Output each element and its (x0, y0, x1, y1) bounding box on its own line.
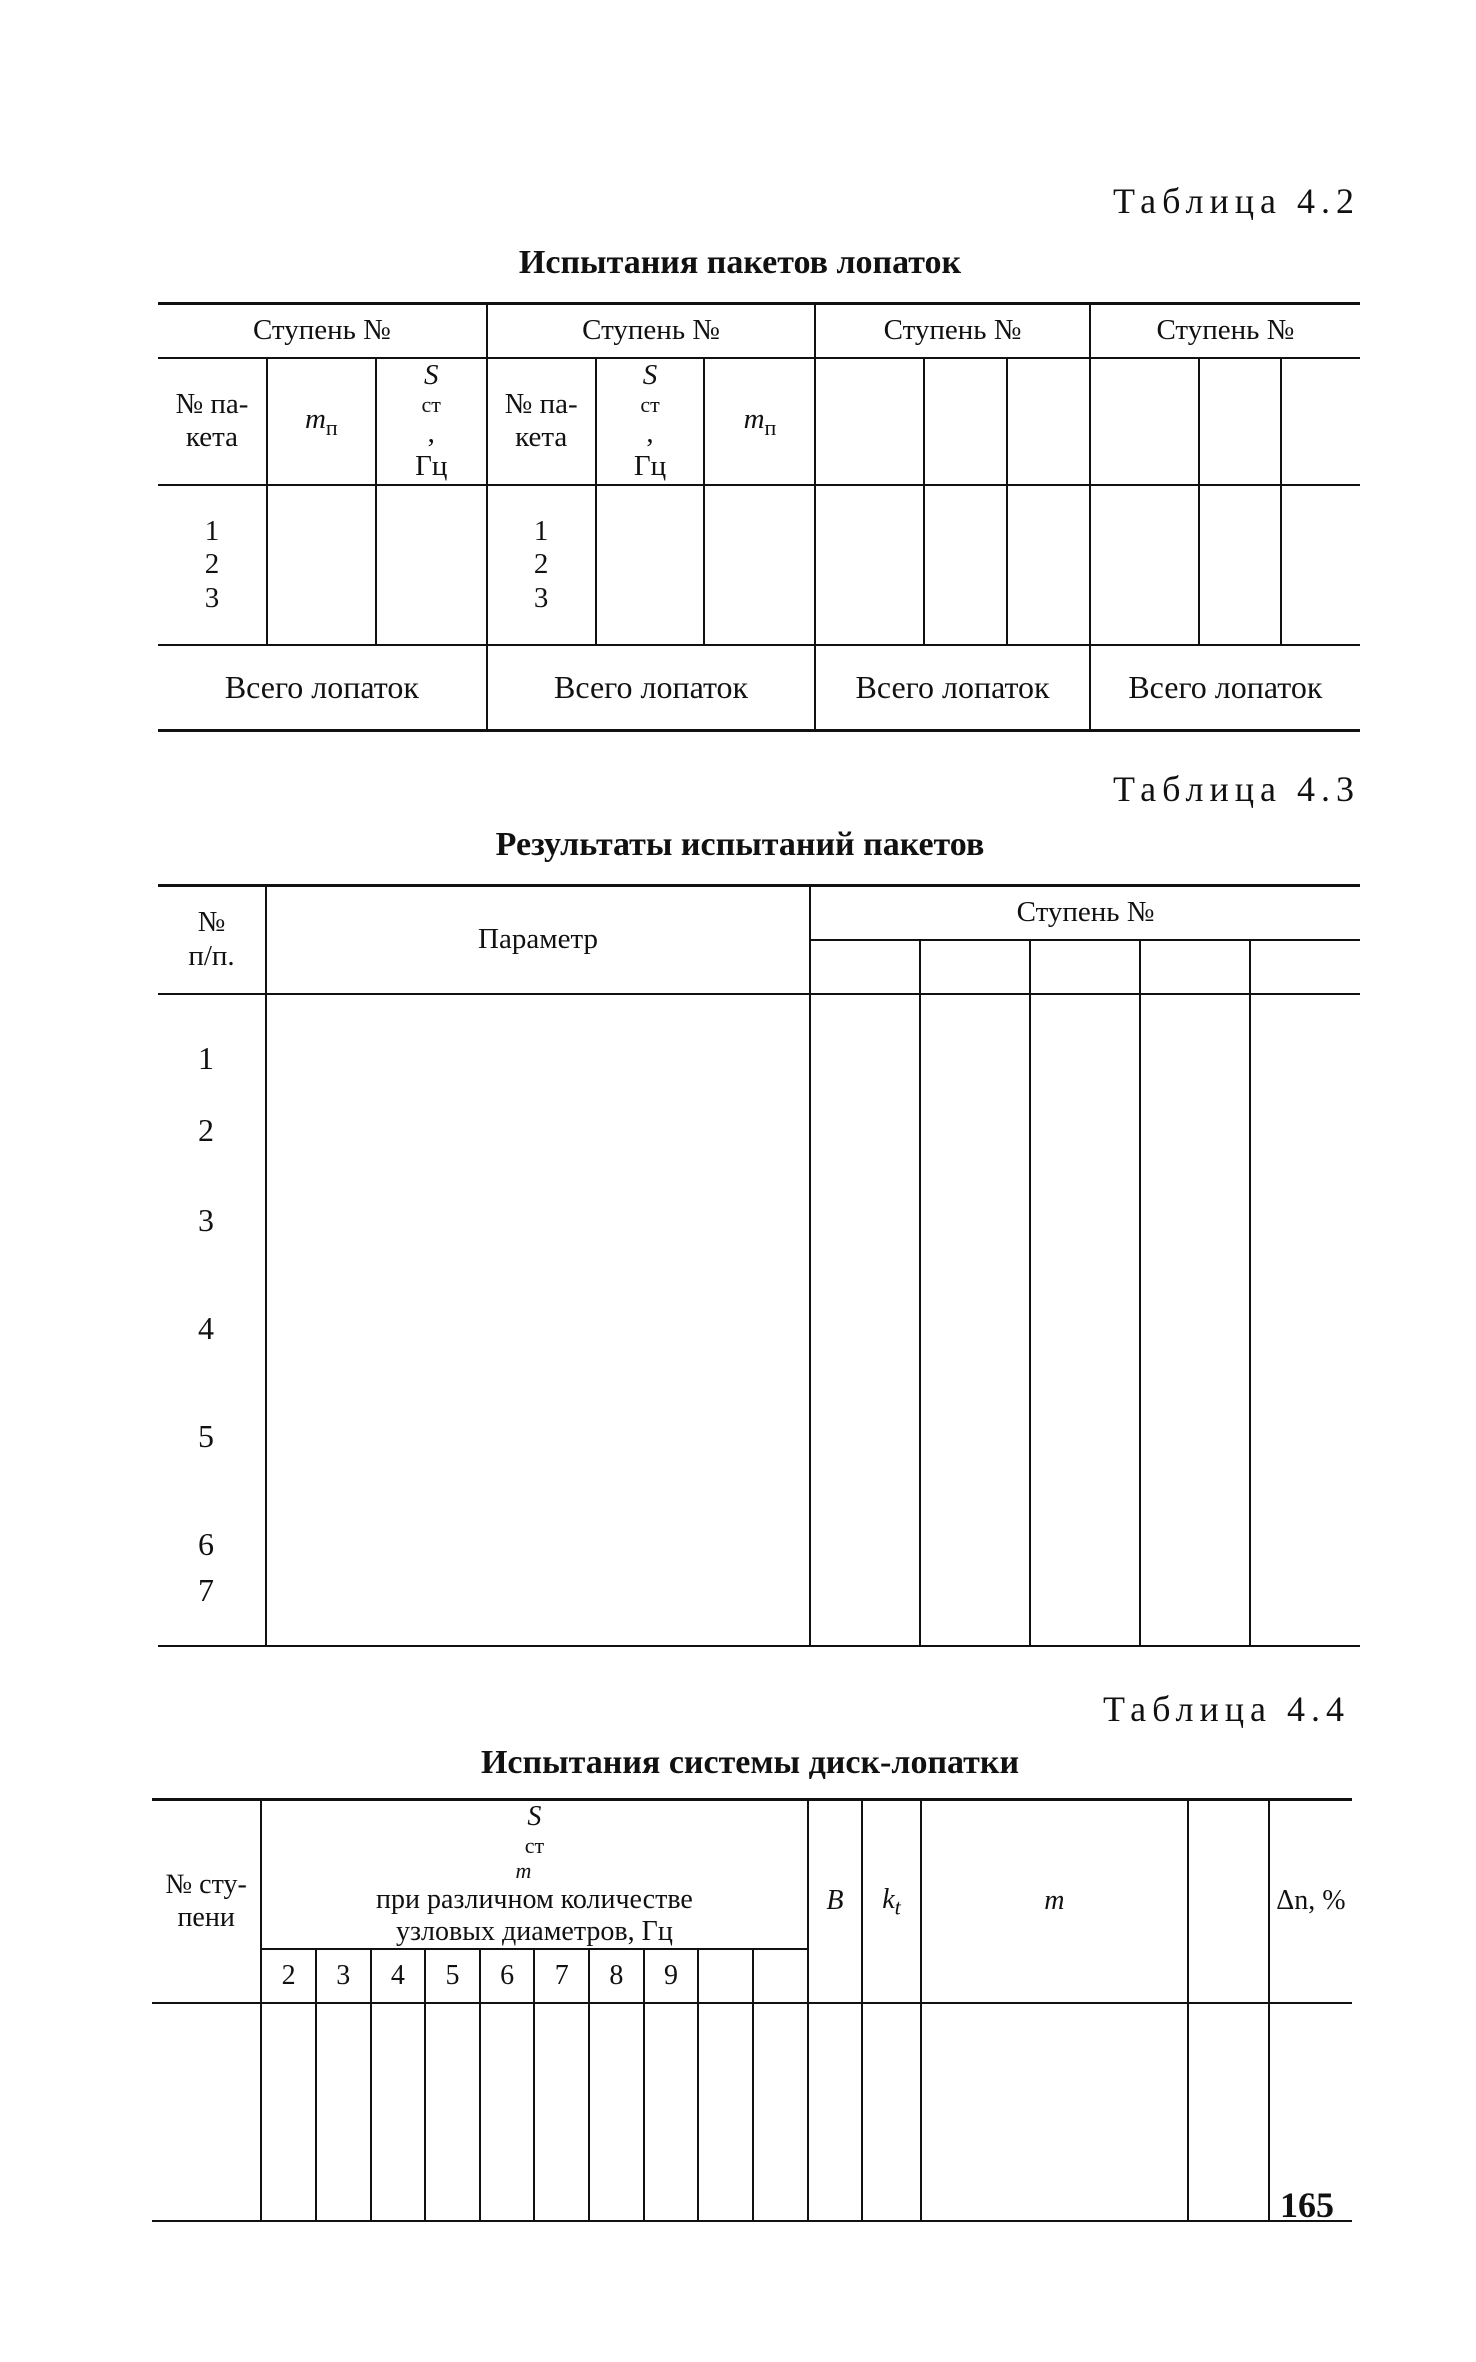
t3-row-7: 7 (198, 1572, 214, 1608)
total-blades-3: Всего лопаток (815, 645, 1089, 731)
diameter-8: 8 (589, 1949, 644, 2003)
empty-cell (815, 485, 924, 645)
t3-row-3: 3 (198, 1202, 214, 1238)
t3-row-2: 2 (198, 1112, 214, 1148)
parameter-col (266, 994, 810, 1646)
body-cell (753, 2003, 808, 2221)
diameter-5: 5 (425, 1949, 480, 2003)
table-4-3-title: Результаты испытаний пакетов (495, 826, 985, 863)
value-col (1140, 994, 1250, 1646)
total-blades-4: Всего лопаток (1090, 645, 1360, 731)
empty-cell (1090, 358, 1199, 485)
table-4-3-caption: Таблица 4.3 (1113, 769, 1360, 809)
diameter-7: 7 (534, 1949, 589, 2003)
body-cell (808, 2003, 863, 2221)
value-col (1030, 994, 1140, 1646)
empty-cell (924, 358, 1007, 485)
body-cell (480, 2003, 535, 2221)
s-frequencies-header: S ст m при различном количестве узловых диаметров, Гц (261, 1800, 807, 1950)
packet-numbers-1: 1 2 3 (158, 485, 267, 645)
empty-cell (376, 485, 487, 645)
total-blades-2: Всего лопаток (487, 645, 816, 731)
col-parameter: Параметр (266, 886, 810, 994)
empty-cell (1199, 358, 1282, 485)
diameter-4: 4 (371, 1949, 426, 2003)
table-4-2-title: Испытания пакетов лопаток (518, 244, 962, 281)
stage-header: Ступень № (810, 886, 1360, 940)
t3-row-4: 4 (198, 1310, 214, 1346)
stage-header-4: Ступень № (1090, 304, 1360, 358)
diameter-blank (698, 1949, 753, 2003)
diameter-2: 2 (261, 1949, 316, 2003)
col-m: m (921, 1800, 1188, 2004)
diameter-9: 9 (644, 1949, 699, 2003)
body-cell (316, 2003, 371, 2221)
body-cell (698, 2003, 753, 2221)
empty-cell (1281, 358, 1360, 485)
body-cell (644, 2003, 699, 2221)
col-s-1: S ст , Гц (376, 358, 487, 485)
stage-subcol (1030, 940, 1140, 994)
body-cell (1188, 2003, 1269, 2221)
diameter-3: 3 (316, 1949, 371, 2003)
body-cell (152, 2003, 261, 2221)
t3-row-5: 5 (198, 1418, 214, 1454)
empty-cell (815, 358, 924, 485)
col-stage: № сту- пени (152, 1800, 261, 2004)
table-4-3 (158, 884, 1360, 1647)
body-cell (534, 2003, 589, 2221)
col-s-2: S ст , Гц (596, 358, 705, 485)
stage-subcol (1140, 940, 1250, 994)
body-cell (371, 2003, 426, 2221)
diameter-6: 6 (480, 1949, 535, 2003)
stage-subcol (810, 940, 920, 994)
stage-header-2: Ступень № (487, 304, 816, 358)
stage-subcol (1250, 940, 1360, 994)
total-blades-1: Всего лопаток (158, 645, 487, 731)
page-number: 165 (1280, 2185, 1334, 2225)
table-4-2-caption: Таблица 4.2 (1113, 181, 1360, 221)
table-4-2 (158, 302, 1360, 732)
value-col (1250, 994, 1360, 1646)
body-cell (921, 2003, 1188, 2221)
empty-cell (1199, 485, 1282, 645)
packet-numbers-2: 1 2 3 (487, 485, 596, 645)
t3-row-6: 6 (198, 1526, 214, 1562)
value-col (810, 994, 920, 1646)
stage-header-1: Ступень № (158, 304, 487, 358)
col-b: B (808, 1800, 863, 2004)
col-number: № п/п. (158, 886, 266, 994)
empty-cell (596, 485, 705, 645)
empty-cell (1007, 358, 1090, 485)
col-m-2: $m_п$ (704, 358, 815, 485)
empty-cell (267, 485, 376, 645)
empty-col (1188, 1800, 1269, 2004)
empty-cell (1281, 485, 1360, 645)
body-cell (862, 2003, 921, 2221)
body-cell (589, 2003, 644, 2221)
diameter-blank (753, 1949, 808, 2003)
value-col (920, 994, 1030, 1646)
empty-cell (924, 485, 1007, 645)
table-4-4-caption: Таблица 4.4 (1103, 1689, 1350, 1729)
stage-subcol (920, 940, 1030, 994)
col-k: $k_t$ (862, 1800, 921, 2004)
stage-header-3: Ступень № (815, 304, 1089, 358)
table-4-4-title: Испытания системы диск-лопатки (480, 1744, 1020, 1781)
t3-row-1: 1 (198, 1040, 214, 1076)
col-packet-1: № па- кета (158, 358, 267, 485)
body-cell (261, 2003, 316, 2221)
table-4-4 (152, 1798, 1352, 2222)
body-cell (425, 2003, 480, 2221)
empty-cell (704, 485, 815, 645)
empty-cell (1090, 485, 1199, 645)
col-packet-2: № па- кета (487, 358, 596, 485)
col-m-1: $m_п$ (267, 358, 376, 485)
empty-cell (1007, 485, 1090, 645)
col-delta-n: Δn, % (1269, 1800, 1352, 2004)
